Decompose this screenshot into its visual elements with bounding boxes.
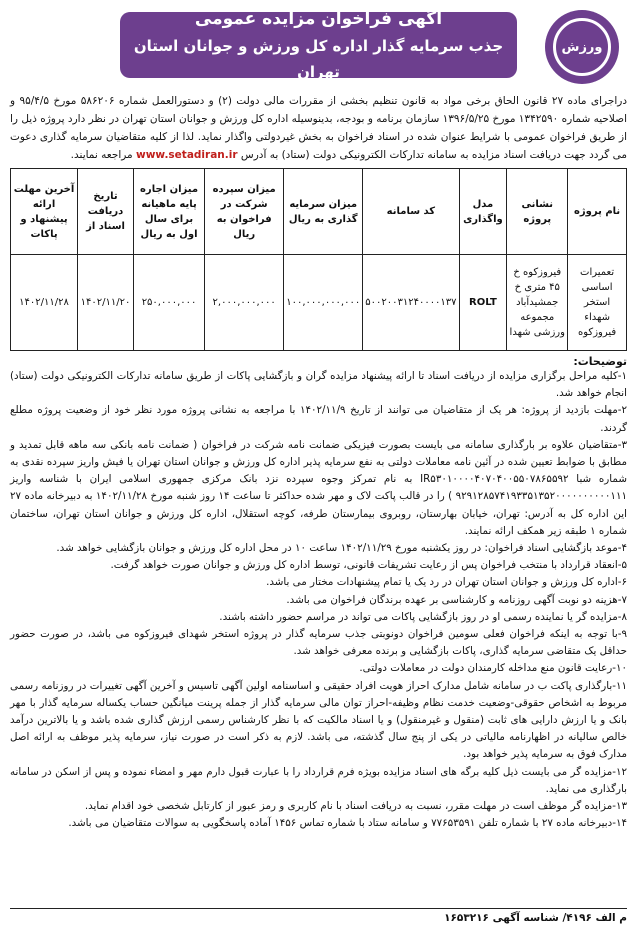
note-item: ۶-اداره کل ورزش و جوانان استان تهران در رد یک یا تمام پیشنهادات مختار می باشد.: [266, 576, 627, 589]
cell-deposit-amount: ۲,۰۰۰,۰۰۰,۰۰۰: [205, 255, 284, 351]
logo-text: ورزش: [553, 18, 611, 76]
notice-footer: م الف ۴۱۹۶/ شناسه آگهی ۱۶۵۳۲۱۶: [10, 908, 627, 924]
cell-investment-amount: ۱۰۰,۰۰۰,۰۰۰,۰۰۰: [284, 255, 363, 351]
cell-documents-date: ۱۴۰۲/۱۱/۲۰: [78, 255, 134, 351]
notes-heading: توضیحات:: [573, 355, 627, 368]
table-header-row: [11, 169, 627, 255]
note-item: ۲-مهلت بازدید از پروژه: هر یک از متقاضیان می توانند از تاریخ ۱۴۰۲/۱۱/۹ با مراجعه به نشانی پروژه مورد نظر خود از وضعیت پروژه مطلع گردند.: [10, 404, 628, 434]
note-item: ۱-کلیه مراحل برگزاری مزایده از دریافت اسناد تا ارائه پیشنهاد مزایده گران و بازگشایی پاکات از طریق سامانه تدارکات الکترونیکی دولت (ستاد) انجام خواهد شد.: [10, 370, 627, 400]
cell-system-code: ۵۰۰۲۰۰۳۱۲۴۰۰۰۰۱۳۷: [363, 255, 459, 351]
intro-paragraph: [10, 92, 627, 164]
notice-subtitle: جذب سرمایه گذار اداره کل ورزش و جوانان استان تهران: [133, 37, 504, 81]
note-item: ۳-متقاضیان علاوه بر بارگذاری سامانه می بایست بصورت فیزیکی ضمانت نامه شرکت در فراخوان ( ضمانت نامه بانکی سه ماهه قابل تمدید و مطابق با ضوابط تعیین شده در آئین نامه معاملات دولتی به نفع سرمایه پذیر اداره کل ورزش و جوانان استان تهران یا فیش واریز سپرده نقدی به شماره شبا IR۵۳۰۱۰۰۰۰۴۰۷۰۴۰۰۵۵۰۷۸۶۵۵۹۲ به نام تمرکز وجوه سپرده نزد بانک مرکزی جمهوری اسلامی ایران با شناسه واریز ۹۲۹۱۲۸۵۷۴۱۹۳۳۵۱۳۵۲۰۰۰۰۰۰۰۰۰۰۱۱۱ ) را در قالب پاکت لاک و مهر شده حداکثر تا ساعت ۱۴ روز شنبه مورخ ۱۴۰۲/۱۱/۲۸ به دبیرخانه ماده ۲۷ این اداره کل به آدرس: تهران، خیابان بهارستان، روبروی بیمارستان طرفه، کوچه استقلال، اداره کل ورزش و جوانان استان تهران، ساختمان شماره ۱ طبقه زیر همکف ارائه نمایند.: [10, 438, 628, 537]
note-item: ۵-انعقاد قرارداد با منتخب فراخوان پس از رعایت تشریفات قانونی، توسط اداره کل ورزش و جوانان صورت خواهد گرفت.: [110, 559, 627, 572]
note-item: ۱۱-بارگذاری پاکت ب در سامانه شامل مدارک احراز هویت افراد حقیقی و اساسنامه اولین آگهی تاسیس و آخرین آگهی تغییرات در روزنامه رسمی مربوط به اشخاص حقوقی-وضعیت خدمت نظام وظیفه-احراز توان مالی سرمایه گذار از جمله پرینت میانگین حساب یکساله سرمایه گذار با مهر بانک و یا ارزش دارایی های ثابت (منقول و غیرمنقول) و یا اسناد مالکیت که با نظر کارشناس رسمی ارزش گذاری شده باشد و یا بالاترین درآمد خالص سالیانه در اظهارنامه مالیاتی در یکی از پنج سال گذشته، می باشد. لازم به ذکر است در صورت نیاز، سرمایه پذیر موظف به ارائه اصل مدارک فوق به سرمایه پذیر خواهد بود.: [10, 679, 627, 761]
header-assignment-model: مدل واگذاری: [459, 169, 507, 255]
notes-list: [10, 368, 627, 832]
website-link[interactable]: www.setadiran.ir: [136, 149, 238, 161]
cell-deadline: ۱۴۰۲/۱۱/۲۸: [11, 255, 78, 351]
cell-project-address: فیروزکوه خ ۴۵ متری خ جمشیدآباد مجموعه ورزشی شهدا: [507, 255, 568, 351]
intro-text: دراجرای ماده ۲۷ قانون الحاق برخی مواد به قانون تنظیم بخشی از مقررات مالی دولت (۲) و دستورالعمل شماره ۵۸۶۲۰۶ مورخ ۹۵/۴/۵ و اصلاحیه شماره ۱۳۴۲۵۹۰ مورخ ۱۳۹۶/۵/۲۵ سازمان برنامه و بودجه، بدینوسیله اداره کل ورزش و جوانان استان تهران در نظر دارد پروژه ذیل را از طریق فراخوان عمومی با شرایط عنوان شده در اسناد فراخوان به بخش غیردولتی واگذار نماید. لذا از کلیه متقاضیان سرمایه گذاری دعوت می گردد جهت دریافت اسناد مزایده به سامانه تدارکات الکترونیکی دولت (ستاد) به آدرس: [10, 95, 628, 161]
header-system-code: کد سامانه: [363, 169, 459, 255]
cell-assignment-model: ROLT: [459, 255, 507, 351]
note-item: ۴-موعد بازگشایی اسناد فراخوان: در روز یکشنبه مورخ ۱۴۰۲/۱۱/۲۹ ساعت ۱۰ در محل اداره کل ورزش و جوانان بازگشایی خواهد شد.: [56, 542, 627, 555]
notice-title: آگهی فراخوان مزایده عمومی: [194, 9, 443, 29]
header-documents-date: تاریخ دریافت اسناد از: [78, 169, 134, 255]
intro-after-site: مراجعه نمایند.: [70, 149, 133, 161]
note-item: ۹-با توجه به اینکه فراخوان فعلی سومین فراخوان دونوبتی جذب سرمایه گذار در پروژه استخر شهدای فیروزکوه می باشد، در صورت حضور حداقل یک متقاضی سرمایه گذاری، پاکات بازگشایی و برنده معرفی خواهد شد.: [10, 628, 627, 658]
header-deposit-amount: میزان سپرده شرکت در فراخوان به ریال: [205, 169, 284, 255]
project-table: [10, 168, 627, 351]
header-project-name: نام پروژه: [568, 169, 627, 255]
header-monthly-rent: میزان اجاره پایه ماهیانه برای سال اول به ریال: [133, 169, 204, 255]
notice-header: [10, 6, 627, 86]
title-banner: [120, 9, 517, 81]
note-item: ۱۳-مزایده گر موظف است در مهلت مقرر، نسبت به دریافت اسناد با نام کاربری و رمز عبور از کارتابل شخصی خود اقدام نماید.: [84, 800, 627, 813]
cell-monthly-rent: ۲۵۰,۰۰۰,۰۰۰: [133, 255, 204, 351]
header-project-address: نشانی پروژه: [507, 169, 568, 255]
header-investment-amount: میزان سرمایه گذاری به ریال: [284, 169, 363, 255]
header-deadline: آخرین مهلت ارائه پیشنهاد و پاکات: [11, 169, 78, 255]
note-item: ۱۴-دبیرخانه ماده ۲۷ با شماره تلفن ۷۷۶۵۳۵۹۱ و سامانه ستاد با شماره تماس ۱۴۵۶ آماده پاسخگویی به سوالات متقاضیان می باشد.: [68, 817, 627, 830]
ministry-logo: [545, 10, 619, 84]
table-row: [11, 255, 627, 351]
note-item: ۱۲-مزایده گر می بایست ذیل کلیه برگه های اسناد مزایده بویژه فرم قرارداد را با عبارت قبول دارم مهر و امضاء نموده و پس از اسکن در سامانه بارگذاری می نماید.: [10, 765, 627, 795]
note-item: ۱۰-رعایت قانون منع مداخله کارمندان دولت در معاملات دولتی.: [359, 662, 627, 675]
note-item: ۷-هزینه دو نوبت آگهی روزنامه و کارشناسی بر عهده برندگان فراخوان می باشد.: [286, 593, 627, 606]
cell-project-name: تعمیرات اساسی استخر شهداء فیروزکوه: [568, 255, 627, 351]
note-item: ۸-مزایده گر یا نماینده رسمی او در روز بازگشایی پاکات می تواند در مراسم حضور داشته باشند.: [219, 610, 627, 623]
